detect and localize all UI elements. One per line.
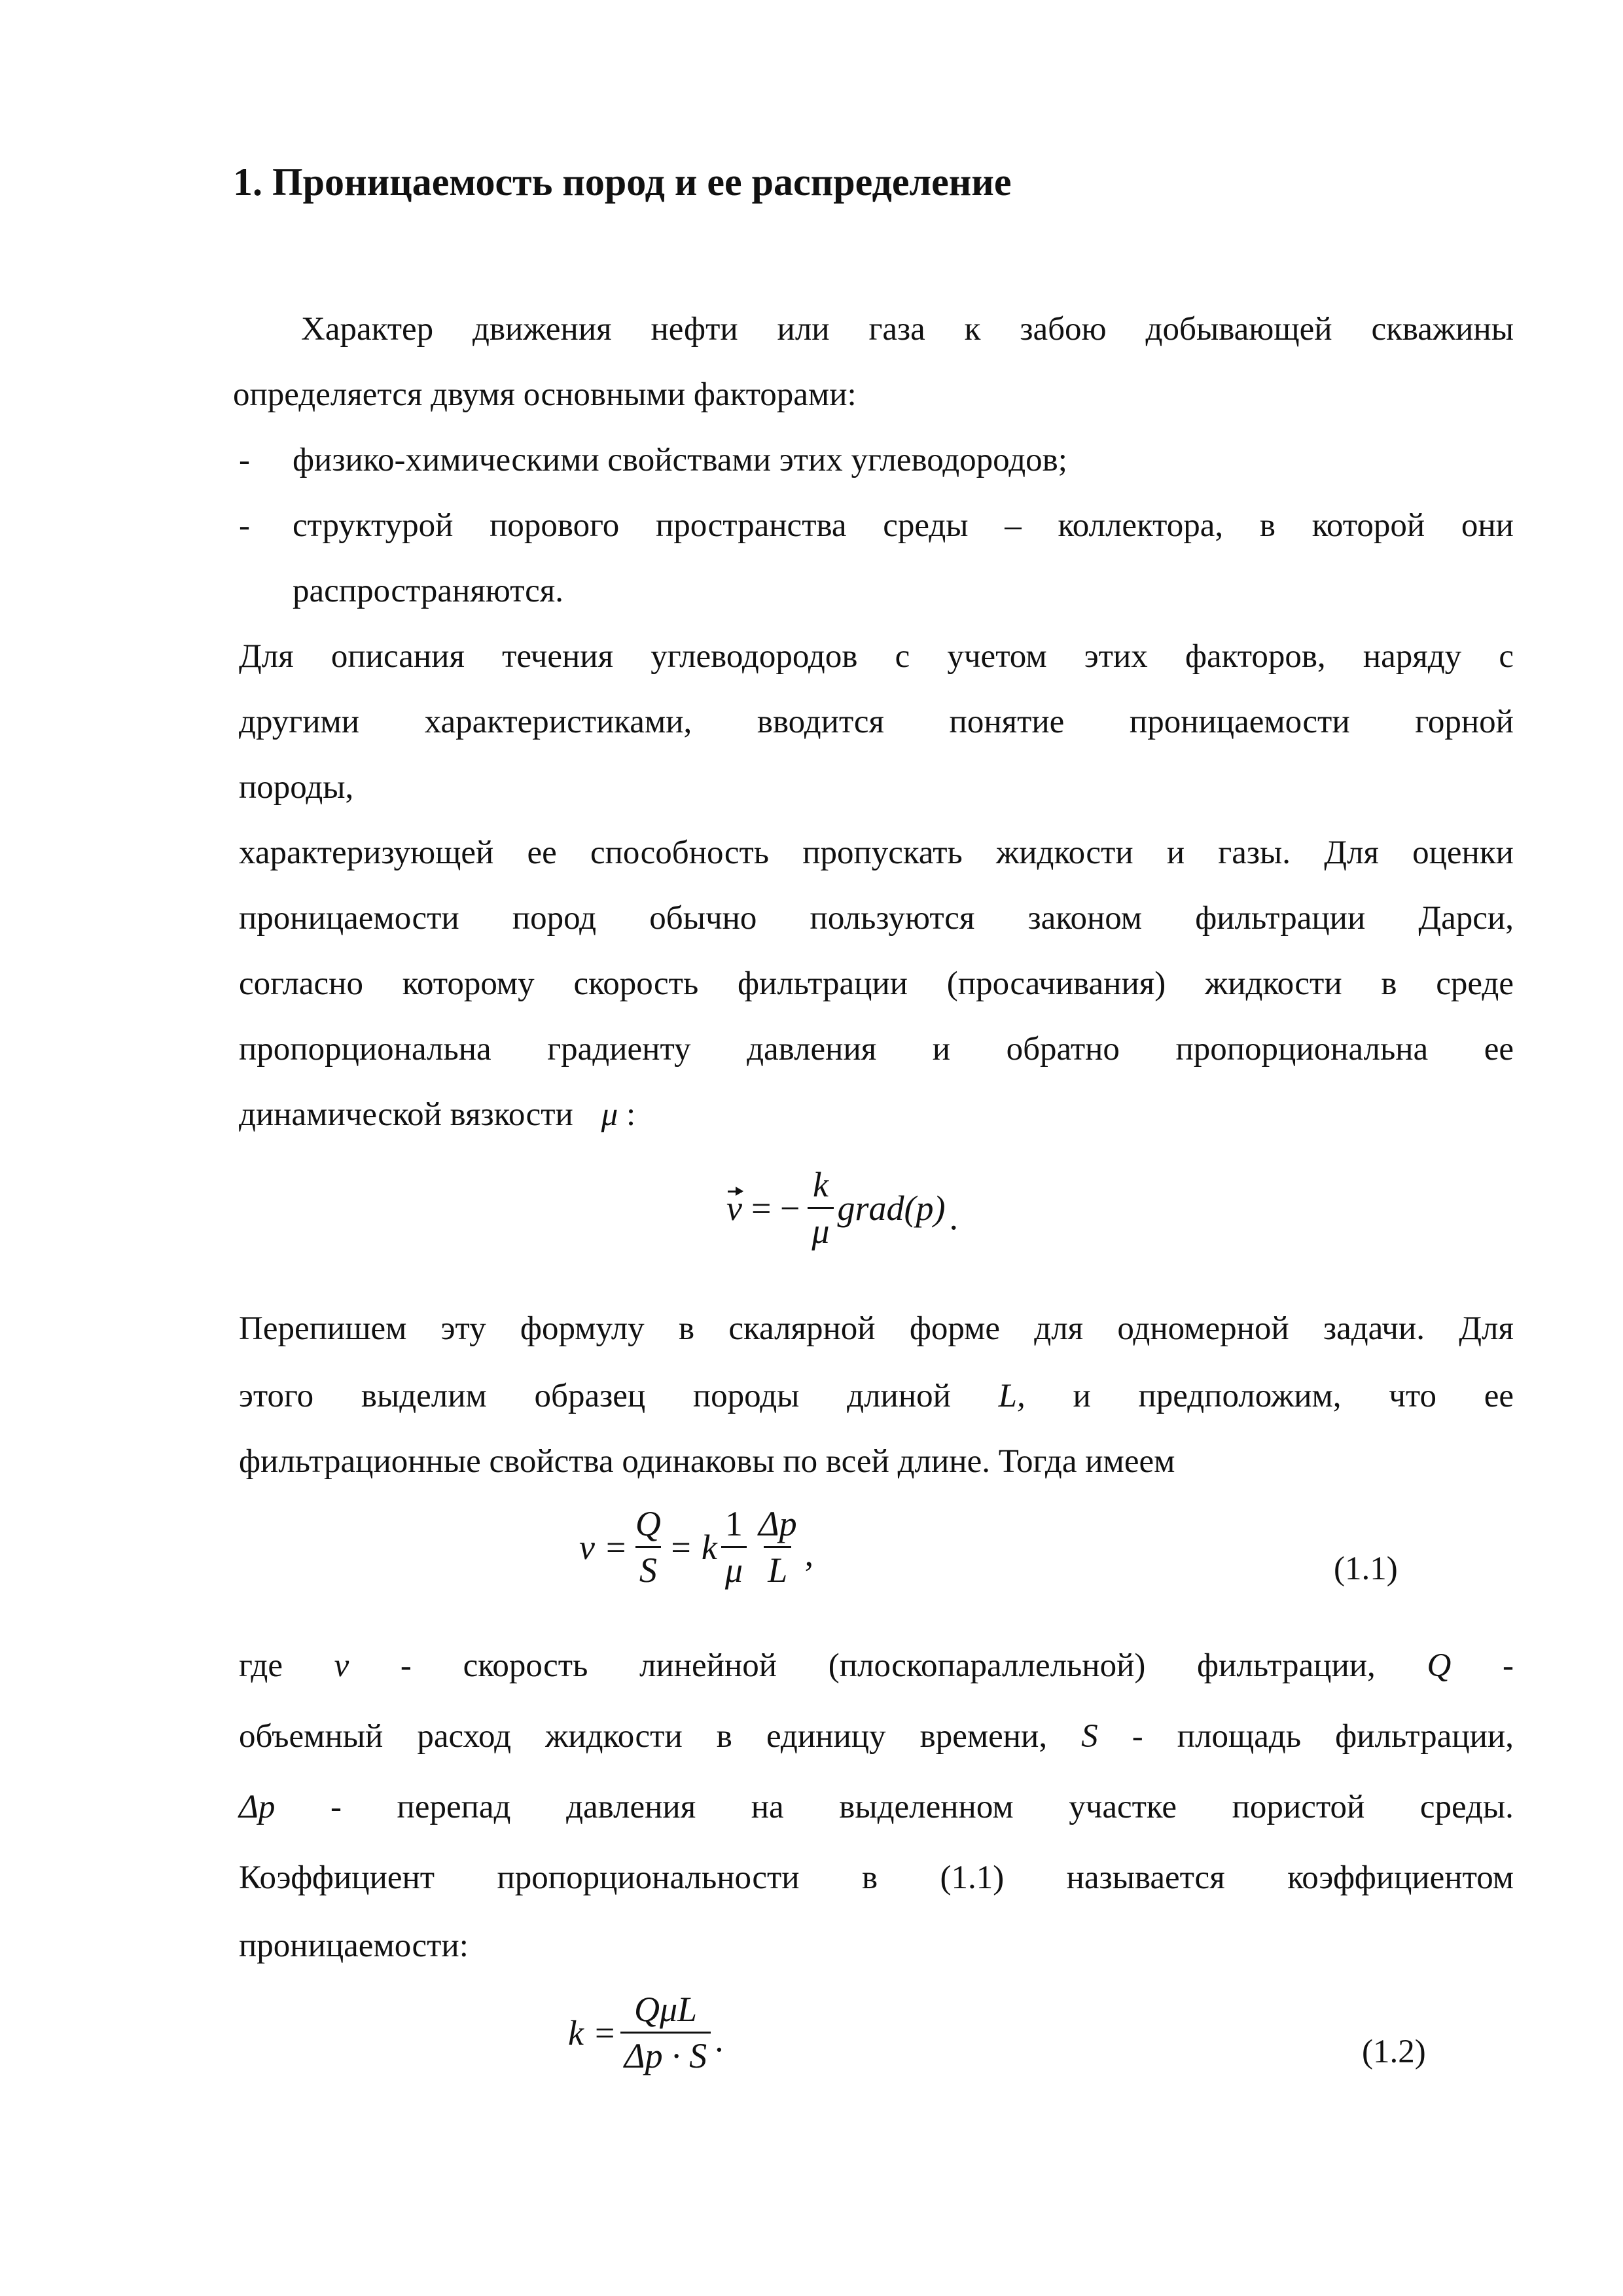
word: среды. bbox=[1419, 1789, 1514, 1825]
word: расход bbox=[417, 1718, 512, 1755]
fraction-denominator: Δp · S bbox=[620, 2032, 711, 2075]
fraction-dp-over-L bbox=[755, 1504, 801, 1590]
word: понятие bbox=[949, 704, 1065, 740]
word: ее bbox=[1484, 1031, 1514, 1067]
word: с bbox=[1499, 638, 1514, 675]
equation-1-2 bbox=[568, 1990, 724, 2075]
word: (плоскопараллельной) bbox=[828, 1647, 1146, 1684]
word: фильтрации, bbox=[1197, 1647, 1376, 1684]
word: участке bbox=[1069, 1789, 1177, 1825]
word: проницаемости bbox=[239, 900, 459, 937]
word: эту bbox=[440, 1310, 486, 1347]
text-run: динамической вязкости bbox=[239, 1096, 573, 1133]
word: к bbox=[964, 311, 981, 348]
period: . bbox=[715, 2019, 724, 2059]
word: ее bbox=[1484, 1378, 1514, 1414]
word: пропорциональна bbox=[1175, 1031, 1429, 1067]
word: углеводородов bbox=[651, 638, 858, 675]
period: . bbox=[949, 1197, 958, 1237]
word: Характер bbox=[301, 311, 434, 348]
word: описания bbox=[330, 638, 465, 675]
fraction-1-over-mu bbox=[721, 1504, 747, 1590]
word: одномерной bbox=[1117, 1310, 1289, 1347]
word: объемный bbox=[239, 1718, 383, 1755]
word: оценки bbox=[1412, 834, 1514, 871]
word: жидкости bbox=[995, 834, 1133, 871]
paragraph-line bbox=[239, 895, 1514, 941]
word: жидкости bbox=[545, 1718, 683, 1755]
word: которой bbox=[1311, 507, 1425, 544]
equation-1-1 bbox=[579, 1504, 813, 1590]
fraction-denominator: μ bbox=[721, 1546, 747, 1590]
word: породы bbox=[692, 1378, 800, 1414]
word: характеризующей bbox=[239, 834, 494, 871]
equation-darcy-vector bbox=[726, 1165, 958, 1251]
word: ее bbox=[527, 834, 557, 871]
math-symbol-mu: μ bbox=[601, 1096, 618, 1133]
paragraph-line bbox=[301, 306, 1514, 352]
word: - bbox=[400, 1647, 412, 1684]
word: длиной bbox=[847, 1378, 951, 1414]
word: площадь bbox=[1177, 1718, 1302, 1755]
word: давления bbox=[747, 1031, 877, 1067]
word: формулу bbox=[520, 1310, 645, 1347]
word: нефти bbox=[651, 311, 738, 348]
fraction bbox=[808, 1165, 833, 1251]
word: другими bbox=[239, 704, 360, 740]
paragraph-line bbox=[239, 1306, 1514, 1352]
word: и bbox=[1166, 834, 1185, 871]
word: или bbox=[777, 311, 830, 348]
word: и bbox=[932, 1031, 951, 1067]
word: проницаемости bbox=[1129, 704, 1350, 740]
paragraph-line bbox=[239, 961, 1514, 1007]
fraction-denominator: S bbox=[635, 1546, 661, 1590]
word: согласно bbox=[239, 965, 363, 1002]
word: наряду bbox=[1363, 638, 1462, 675]
paragraph-line: породы, bbox=[239, 769, 354, 806]
word: и bbox=[1073, 1378, 1091, 1414]
paragraph-line: фильтрационные свойства одинаковы по всей длине. Тогда имеем bbox=[239, 1443, 1175, 1480]
word: фильтрации bbox=[1195, 900, 1366, 937]
word: что bbox=[1389, 1378, 1436, 1414]
word: скорость bbox=[463, 1647, 588, 1684]
word: пользуются bbox=[810, 900, 975, 937]
paragraph-line: определяется двумя основными факторами: bbox=[233, 376, 857, 413]
fraction-denominator: L bbox=[764, 1546, 791, 1590]
word: учетом bbox=[947, 638, 1047, 675]
word: в bbox=[678, 1310, 695, 1347]
list-item-continuation: распространяются. bbox=[293, 573, 563, 609]
fraction-numerator: Q bbox=[635, 1504, 661, 1543]
word: (просачивания) bbox=[946, 965, 1166, 1002]
word: - bbox=[1502, 1647, 1514, 1684]
word: этого bbox=[239, 1378, 314, 1414]
word: добывающей bbox=[1145, 311, 1332, 348]
word: газа bbox=[868, 311, 925, 348]
fraction-Q-over-S bbox=[632, 1504, 665, 1590]
word: Коэффициент bbox=[239, 1859, 435, 1896]
word: – bbox=[1005, 507, 1022, 544]
paragraph-line bbox=[239, 699, 1514, 745]
word: пропорциональна bbox=[239, 1031, 491, 1067]
word: обратно bbox=[1006, 1031, 1120, 1067]
word: форме bbox=[909, 1310, 1000, 1347]
word: горной bbox=[1415, 704, 1514, 740]
math-symbol-L: L, bbox=[998, 1378, 1026, 1414]
paragraph-line bbox=[239, 1713, 1514, 1759]
word: коэффициентом bbox=[1287, 1859, 1514, 1896]
word: для bbox=[1034, 1310, 1084, 1347]
word: Для bbox=[1324, 834, 1379, 871]
fraction-numerator: 1 bbox=[724, 1504, 743, 1543]
word: скважины bbox=[1371, 311, 1514, 348]
word: называется bbox=[1066, 1859, 1225, 1896]
word: Для bbox=[239, 638, 294, 675]
word: пород bbox=[512, 900, 597, 937]
word: порового bbox=[490, 507, 620, 544]
equation-number: (1.2) bbox=[1362, 2034, 1426, 2070]
word: в bbox=[716, 1718, 732, 1755]
fraction-numerator: Δp bbox=[758, 1504, 797, 1543]
paragraph-line bbox=[239, 1373, 1514, 1419]
word: вводится bbox=[757, 704, 884, 740]
word: перепад bbox=[397, 1789, 511, 1825]
word: газы. bbox=[1218, 834, 1291, 871]
fraction-numerator: k bbox=[812, 1165, 829, 1204]
word: задачи. bbox=[1323, 1310, 1425, 1347]
word: времени, bbox=[919, 1718, 1048, 1755]
word: пропорциональности bbox=[497, 1859, 800, 1896]
paragraph-line bbox=[239, 830, 1514, 876]
word: в bbox=[861, 1859, 878, 1896]
list-bullet: - bbox=[239, 507, 250, 544]
list-item bbox=[293, 503, 1514, 548]
word: предположим, bbox=[1138, 1378, 1342, 1414]
equation-number: (1.1) bbox=[1334, 1551, 1398, 1587]
math-symbol-S: S bbox=[1081, 1718, 1098, 1755]
math-symbol-v: v bbox=[334, 1647, 349, 1684]
word: среде bbox=[1436, 965, 1514, 1002]
paragraph-line bbox=[239, 1784, 1514, 1830]
lhs-k: k = bbox=[568, 2013, 616, 2053]
equals-minus: = − bbox=[751, 1188, 800, 1228]
word: (1.1) bbox=[940, 1859, 1005, 1896]
word: выделим bbox=[361, 1378, 487, 1414]
word: законом bbox=[1027, 900, 1143, 937]
paragraph-line bbox=[239, 1026, 1514, 1072]
grad-term: grad(p) bbox=[837, 1188, 946, 1228]
word: факторов, bbox=[1185, 638, 1326, 675]
word: в bbox=[1259, 507, 1275, 544]
math-symbol-Q: Q bbox=[1427, 1647, 1452, 1684]
word: где bbox=[239, 1647, 283, 1684]
word: на bbox=[751, 1789, 784, 1825]
paragraph-line bbox=[239, 1855, 1514, 1901]
word: выделенном bbox=[839, 1789, 1014, 1825]
word: среды bbox=[883, 507, 969, 544]
fraction-numerator: QμL bbox=[633, 1990, 698, 2029]
word: течения bbox=[502, 638, 614, 675]
word: обычно bbox=[649, 900, 757, 937]
word: Перепишем bbox=[239, 1310, 407, 1347]
word: жидкости bbox=[1204, 965, 1342, 1002]
math-symbol-delta-p: Δp bbox=[239, 1789, 276, 1825]
word: структурой bbox=[293, 507, 454, 544]
word: в bbox=[1381, 965, 1397, 1002]
word: - bbox=[1132, 1718, 1143, 1755]
word: - bbox=[330, 1789, 342, 1825]
word: Дарси, bbox=[1418, 900, 1514, 937]
word: пропускать bbox=[802, 834, 963, 871]
word: характеристиками, bbox=[424, 704, 692, 740]
velocity-vector-symbol: v bbox=[726, 1188, 742, 1228]
paragraph-line bbox=[239, 634, 1514, 679]
word: Для bbox=[1459, 1310, 1514, 1347]
fraction-denominator: μ bbox=[808, 1207, 833, 1251]
colon: : bbox=[626, 1096, 636, 1133]
word: которому bbox=[402, 965, 535, 1002]
word: движения bbox=[473, 311, 612, 348]
lhs-v: v = bbox=[579, 1527, 628, 1567]
word: скорость bbox=[573, 965, 699, 1002]
word: забою bbox=[1020, 311, 1107, 348]
word: градиенту bbox=[547, 1031, 691, 1067]
equals-k: = k bbox=[668, 1527, 717, 1567]
fraction-QmuL-over-dpS bbox=[620, 1990, 711, 2075]
paragraph-line: проницаемости: bbox=[239, 1928, 469, 1964]
section-heading: 1. Проницаемость пород и ее распределение bbox=[233, 160, 1012, 204]
word: образец bbox=[534, 1378, 646, 1414]
word: давления bbox=[566, 1789, 696, 1825]
word: с bbox=[895, 638, 910, 675]
list-item: физико-химическими свойствами этих углеводородов; bbox=[293, 442, 1067, 478]
word: коллектора, bbox=[1058, 507, 1224, 544]
word: способность bbox=[590, 834, 769, 871]
list-bullet: - bbox=[239, 442, 250, 478]
word: пористой bbox=[1232, 1789, 1365, 1825]
word: фильтрации, bbox=[1335, 1718, 1514, 1755]
word: единицу bbox=[766, 1718, 886, 1755]
word: фильтрации bbox=[738, 965, 908, 1002]
paragraph-line bbox=[239, 1643, 1514, 1689]
word: пространства bbox=[656, 507, 847, 544]
comma: , bbox=[804, 1534, 814, 1573]
word: линейной bbox=[639, 1647, 777, 1684]
word: скалярной bbox=[728, 1310, 876, 1347]
word: они bbox=[1461, 507, 1514, 544]
word: этих bbox=[1084, 638, 1148, 675]
paragraph-line bbox=[239, 1092, 1514, 1138]
